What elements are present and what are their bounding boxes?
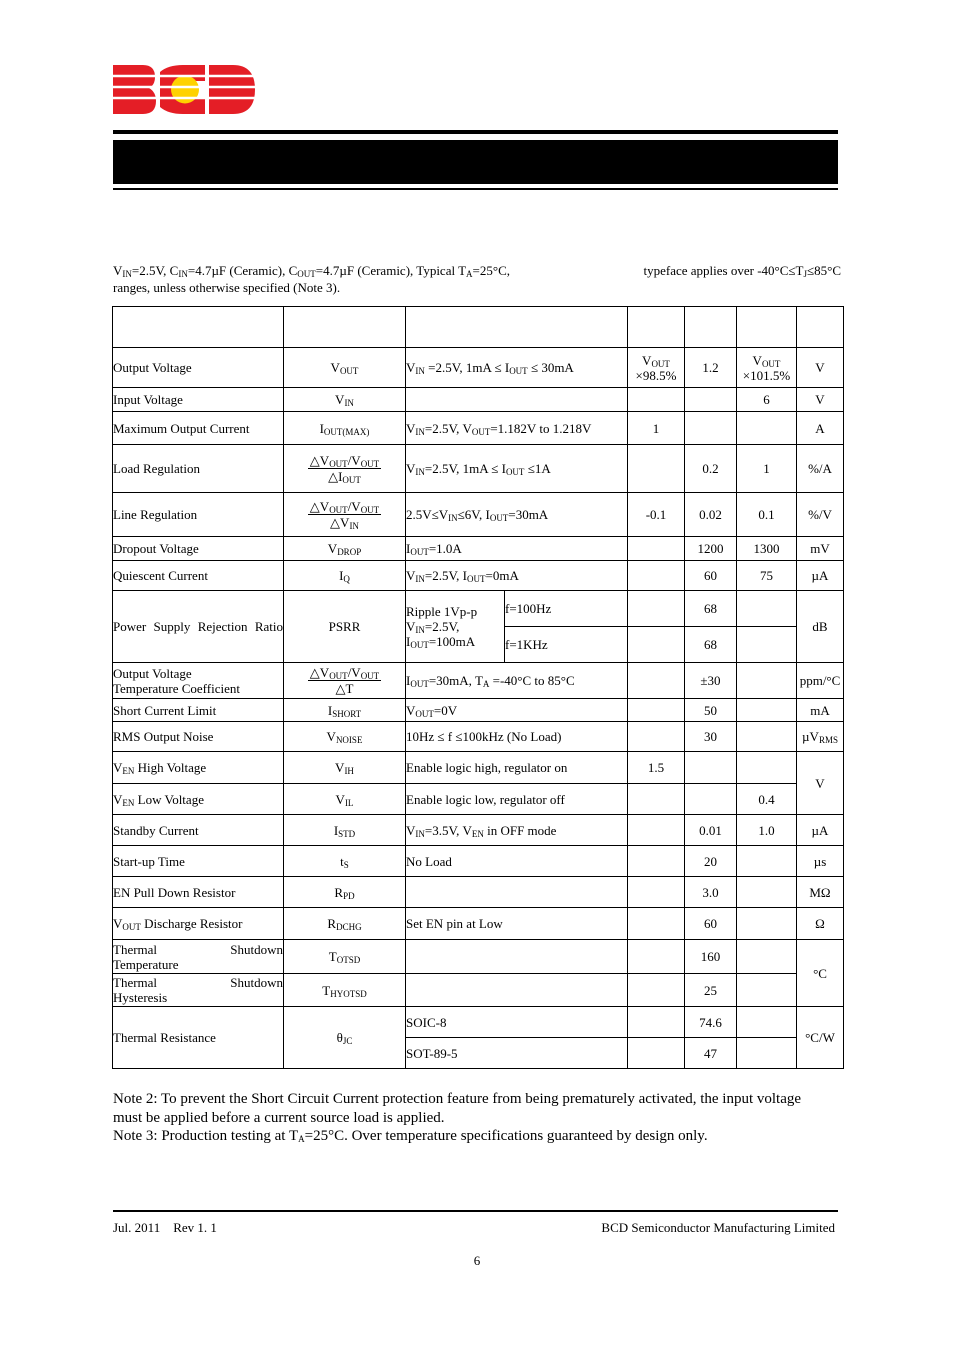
table-row: Load Regulation $\frac{\triangle V_{OUT}/V_{OUT}}{\triangle I_{OUT}}$ $V_{IN}=2.5V$, $1mA \le I_{OUT} \le 1A$ 0.2 1 %/A — [113, 445, 844, 493]
table-row: $V_{EN}$ Low Voltage $V_{IL}$ Enable logic low, regulator off 0.4 — [113, 784, 844, 815]
table-header-row — [113, 307, 844, 348]
header-rule — [113, 130, 838, 134]
table-row: $V_{EN}$ High Voltage $V_{IH}$ Enable logic high, regulator on 1.5 V — [113, 752, 844, 784]
table-row: EN Pull Down Resistor $R_{PD}$ 3.0 MΩ — [113, 877, 844, 908]
table-row: Line Regulation $\frac{\triangle V_{OUT}/V_{OUT}}{\triangle V_{IN}}$ $2.5V\le V_{IN}\le 6V$, $I_{OUT}=30mA$ -0.1 0.02 0.1 %/V — [113, 493, 844, 537]
company-logo — [113, 65, 255, 114]
notes — [113, 1090, 833, 1146]
table-row: f=1KHz 68 — [113, 627, 844, 663]
footer-rule — [113, 1210, 838, 1212]
table-row: Thermal Shutdown Hysteresis $T_{HYOTSD}$ 25 — [113, 974, 844, 1007]
table-row: Quiescent Current $I_Q$ $V_{IN}=2.5V$, $I_{OUT}=0mA$ 60 75 µA — [113, 561, 844, 591]
table-row: RMS Output Noise $V_{NOISE}$ 10Hz ≤ f ≤100kHz (No Load) 30 µV$_{RMS}$ — [113, 722, 844, 752]
table-row: Thermal Resistance $\theta_{JC}$ SOIC-8 74.6 °C/W — [113, 1007, 844, 1038]
header-rule-bottom — [113, 188, 838, 190]
header-band — [113, 140, 838, 184]
footer-date-rev: Jul. 2011 Rev 1. 1 — [113, 1220, 217, 1235]
table-row: Dropout Voltage $V_{DROP}$ $I_{OUT}=1.0A$ 1200 1300 mV — [113, 537, 844, 561]
table-row: Output Voltage $V_{OUT}$ $V_{IN} =2.5V$, $1mA \le I_{OUT} \le 30mA$ $V_{OUT}$ ×98.5% 1.2 $V_{OUT}$ ×101.5% V — [113, 348, 844, 388]
table-row: Output Voltage Temperature Coefficient $\frac{\triangle V_{OUT}/V_{OUT}}{\triangle T}$ $I_{OUT}=30mA$, $T_A =-40^\circ C$ to 85°C ±30 ppm/°C — [113, 663, 844, 699]
table-row: Input Voltage $V_{IN}$ 6 V — [113, 388, 844, 412]
conditions-line2: ranges, unless otherwise specified (Note 3). — [113, 280, 341, 295]
table-row: $V_{OUT}$ Discharge Resistor $R_{DCHG}$ Set EN pin at Low 60 Ω — [113, 908, 844, 940]
note-3: Note 3: Production testing at $T_A=25^\circ C$. Over temperature specifications guaranteed by design only. — [113, 1128, 708, 1144]
table-row: Maximum Output Current $I_{OUT(MAX)}$ $V_{IN}=2.5V$, $V_{OUT}=1.182V$ to 1.218V 1 A — [113, 412, 844, 445]
conditions-right: typeface applies over $-40^\circ C\le T_J\le 85^\circ C$ — [643, 263, 841, 279]
note-2: Note 2: To prevent the Short Circuit Current protection feature from being prematurely activated, the input voltage must be applied before a current source load is applied. — [113, 1091, 802, 1126]
page-number: 6 — [473, 1253, 481, 1268]
table-row: Standby Current $I_{STD}$ $V_{IN}=3.5V$, $V_{EN}$ in OFF mode 0.01 1.0 µA — [113, 815, 844, 846]
footer-company: BCD Semiconductor Manufacturing Limited — [601, 1220, 835, 1235]
conditions-text — [113, 262, 841, 296]
table-row: Thermal Shutdown Temperature $T_{OTSD}$ 160 °C — [113, 940, 844, 974]
table-row: Short Current Limit $I_{SHORT}$ $V_{OUT}=0V$ 50 mA — [113, 699, 844, 722]
table-row: SOT-89-5 47 — [113, 1038, 844, 1069]
table-row: Start-up Time $t_S$ No Load 20 µs — [113, 846, 844, 877]
table-row: Power Supply Rejection Ratio PSRR Ripple 1Vp-p $V_{IN}=2.5V$, $I_{OUT}=100mA$ f=100Hz 68 dB — [113, 591, 844, 627]
electrical-characteristics-table — [112, 306, 844, 1069]
conditions-left: $V_{IN}=2.5V$, $C_{IN}=4.7\mu F$ (Ceramic), $C_{OUT}=4.7\mu F$ (Ceramic), Typical $T_A=25^\circ C$, — [113, 263, 510, 279]
